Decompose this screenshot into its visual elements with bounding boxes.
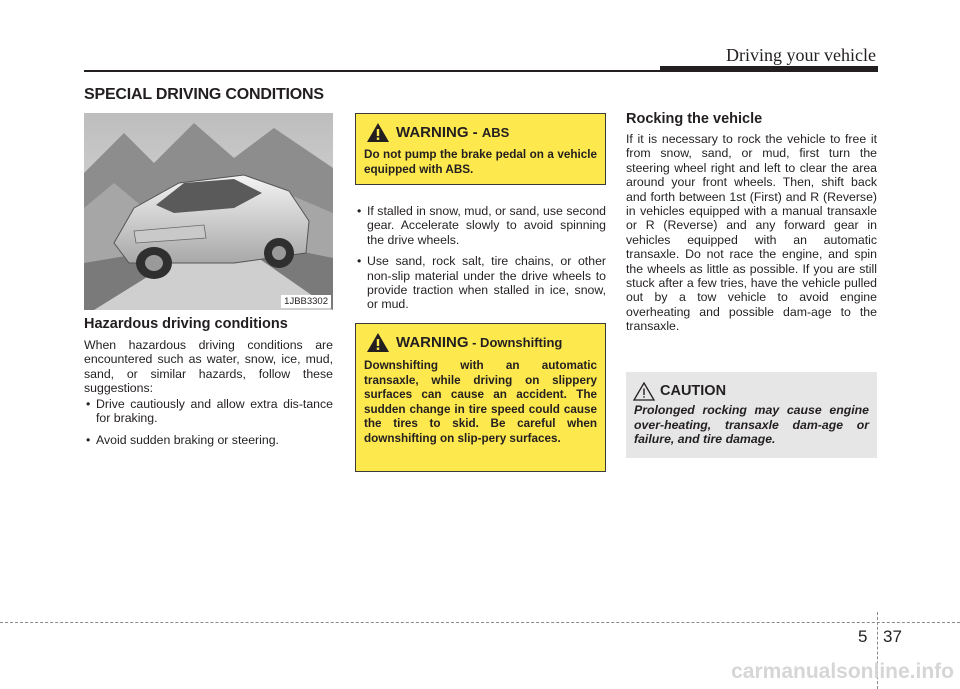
list-item: • Avoid sudden braking or steering. bbox=[84, 433, 333, 447]
car-on-mountain-road-icon bbox=[84, 113, 333, 310]
hazardous-heading: Hazardous driving conditions bbox=[84, 316, 288, 332]
watermark: carmanualsonline.info bbox=[731, 660, 954, 683]
hazardous-bullets bbox=[84, 397, 333, 454]
warning-abs-box bbox=[355, 113, 606, 185]
page-number: 37 bbox=[883, 627, 902, 646]
rocking-heading: Rocking the vehicle bbox=[626, 111, 763, 127]
header-bar bbox=[660, 66, 878, 72]
section-title: SPECIAL DRIVING CONDITIONS bbox=[84, 86, 324, 103]
warning-downshift-box bbox=[355, 323, 606, 472]
caution-body: Prolonged rocking may cause engine over-heating, transaxle dam-age or failure, and tire damage. bbox=[634, 403, 869, 447]
warning-icon bbox=[366, 332, 390, 353]
list-item: • If stalled in snow, mud, or sand, use second gear. Accelerate slowly to avoid spinning the drive wheels. bbox=[355, 204, 606, 247]
warning-title-suffix: ABS bbox=[481, 125, 510, 140]
warning-abs-body: Do not pump the brake pedal on a vehicle equipped with ABS. bbox=[364, 148, 597, 176]
warning-title-text: WARNING bbox=[396, 334, 469, 351]
caution-box bbox=[626, 372, 877, 458]
warning-title-suffix: - Downshifting bbox=[468, 335, 563, 350]
warning-abs-title bbox=[396, 124, 509, 141]
warning-icon bbox=[366, 122, 390, 143]
warning-downshift-title bbox=[396, 334, 562, 351]
figure-code: 1JBB3302 bbox=[281, 295, 331, 308]
rocking-body: If it is necessary to rock the vehicle to free it from snow, sand, or mud, first turn the steering wheel right and left to clear the area around your front wheels. Then, shift back and forth between 1st (First) and R (Reverse) in vehicles equipped with a manual transaxle or R (Reverse) and any forward gear in vehicles equipped with an automatic transaxle. Do not race the engine, and spin the wheels as little as possible. If you are still stuck after a few tries, have the vehicle pulled out by a tow vehicle to avoid engine overheating and possible dam-age to the transaxle. bbox=[626, 132, 877, 334]
caution-icon bbox=[633, 382, 655, 401]
warning-downshift-body: Downshifting with an automatic transaxle, while driving on slippery surfaces can cause an accident. The sudden change in tire speed could cause the tires to skid. Be careful when downshifting on slip-pery surfaces. bbox=[364, 359, 597, 445]
chapter-number: 5 bbox=[858, 627, 868, 646]
hazardous-intro: When hazardous driving conditions are encountered such as water, snow, ice, mud, sand, or similar hazards, follow these suggestions: bbox=[84, 338, 333, 396]
car-illustration bbox=[84, 113, 333, 310]
footer-rule bbox=[0, 622, 960, 623]
warning-title-text: WARNING - bbox=[396, 124, 482, 141]
chapter-title: Driving your vehicle bbox=[726, 45, 876, 65]
list-item: • Use sand, rock salt, tire chains, or other non-slip material under the drive wheels to provide traction when stalled in ice, snow, or mud. bbox=[355, 254, 606, 312]
caution-title: CAUTION bbox=[660, 383, 727, 399]
middle-bullets bbox=[355, 204, 606, 319]
list-item: • Drive cautiously and allow extra dis-tance for braking. bbox=[84, 397, 333, 426]
